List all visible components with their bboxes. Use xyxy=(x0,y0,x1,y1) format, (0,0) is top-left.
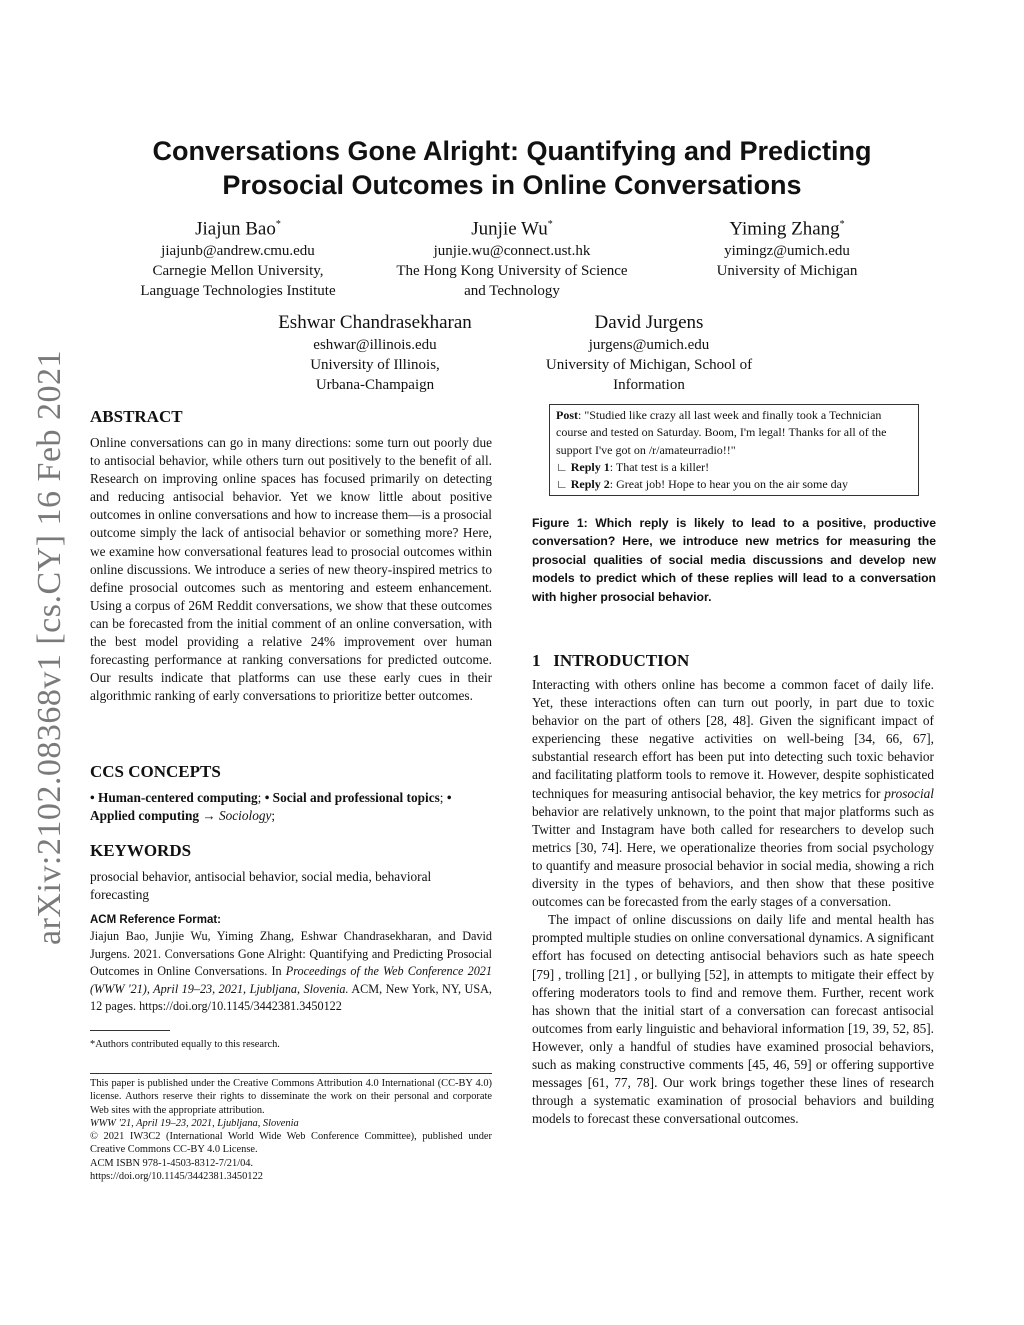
ccs-concept: • Human-centered computing xyxy=(90,790,258,805)
author-affiliation: The Hong Kong University of Science xyxy=(396,263,628,280)
author-affiliation: Urbana-Champaign xyxy=(315,377,435,393)
keywords-section xyxy=(90,840,492,904)
intro-paragraph-1: Interacting with others online has become a common facet of daily life. Yet, these interactions often can turn out poorly, in part due to toxic behavior on the part of others [28, 48]. Given the significant impact of experiencing these negative activities on well-being [34, 66, 67], substantial research effort has been put into detecting such toxic behavior and facilitating platform tools to remove it. However, despite sophisticated techniques for measuring antisocial behavior, the key metrics for prosocial behavior are relatively unknown, to the point that major platforms such as Twitter and Instagram have both called for researchers to develop such metrics [30, 74]. Here, we operationalize theories from social psychology to quantify and measure prosocial behavior in social media, showing a rich diversity in the types of behaviors, and then show that these positive outcomes can be forecasted from the early stages of a conversation. xyxy=(532,677,934,910)
author-affiliation: Language Technologies Institute xyxy=(140,283,336,300)
author-block-3 xyxy=(672,213,902,281)
footnote xyxy=(90,1038,492,1051)
equal-contribution-note: *Authors contributed equally to this research. xyxy=(90,1039,280,1050)
author-block-5 xyxy=(524,311,774,395)
acm-reference-text: Jiajun Bao, Junjie Wu, Yiming Zhang, Eshwar Chandrasekharan, and David Jurgens. 2021. Conversations Gone Alright: Quantifying and Predicting Prosocial Outcomes in Online Conversations. In Proceedings of the Web Conference 2021 (WWW '21), April 19–23, 2021, Ljubljana, Slovenia. ACM, New York, NY, USA, 12 pages. https://doi.org/10.1145/3442381.3450122 xyxy=(90,929,492,1014)
author-affiliation: and Technology xyxy=(464,283,560,300)
paper-title xyxy=(80,134,944,202)
author-name: David Jurgens xyxy=(594,312,704,333)
author-name: Jiajun Bao xyxy=(195,218,276,240)
keywords-text: prosocial behavior, antisocial behavior, social media, behavioral forecasting xyxy=(90,869,432,903)
author-name: Junjie Wu xyxy=(471,218,548,240)
introduction-heading: 1 INTRODUCTION xyxy=(532,651,690,670)
author-affiliation: Information xyxy=(613,377,685,393)
author-email: eshwar@illinois.edu xyxy=(313,337,437,353)
copyright-line: © 2021 IW3C2 (International World Wide Web Conference Committee), published under Creative Commons CC-BY 4.0 License. xyxy=(90,1131,492,1156)
author-email: yimingz@umich.edu xyxy=(724,243,850,260)
author-email: jiajunb@andrew.cmu.edu xyxy=(161,243,315,260)
license-rule xyxy=(90,1073,492,1074)
isbn-line: ACM ISBN 978-1-4503-8312-7/21/04. xyxy=(90,1157,254,1169)
author-block-1 xyxy=(100,213,376,301)
license-text: This paper is published under the Creative Commons Attribution 4.0 International (CC-BY 4.0) license. Authors reserve their rights to disseminate the work on their personal and corporate Web sites with the appropriate attribution. xyxy=(90,1078,492,1116)
ccs-concept: • Social and professional topics xyxy=(264,790,440,805)
author-name: Eshwar Chandrasekharan xyxy=(278,312,472,333)
reply-2: ∟ Reply 2: Great job! Hope to hear you on the air some day xyxy=(556,477,849,492)
doi-line: https://doi.org/10.1145/3442381.3450122 xyxy=(90,1171,263,1183)
author-email: junjie.wu@connect.ust.hk xyxy=(433,243,591,260)
conference-line: WWW '21, April 19–23, 2021, Ljubljana, Slovenia xyxy=(90,1117,299,1129)
author-affiliation: University of Michigan xyxy=(716,263,858,280)
figure-1-example-box xyxy=(549,404,919,496)
license-block xyxy=(90,1077,492,1183)
keywords-heading: KEYWORDS xyxy=(90,841,192,860)
reply-arrow-icon: ∟ xyxy=(556,477,568,492)
author-affiliation: University of Illinois, xyxy=(310,357,440,373)
author-name: Yiming Zhang xyxy=(729,218,840,240)
ccs-subconcept: Sociology xyxy=(218,808,272,824)
reply-arrow-icon: ∟ xyxy=(556,459,568,474)
equal-contribution-mark: * xyxy=(275,219,281,230)
acm-reference-heading: ACM Reference Format: xyxy=(90,914,221,926)
figure-1-caption: Figure 1: Which reply is likely to lead to a positive, productive conversation? Here, we introduce new metrics for measuring the prosocial qualities of social media discussions and develop new models to predict which of these replies will lead to a conversation with higher prosocial behavior. xyxy=(532,516,936,604)
author-email: jurgens@umich.edu xyxy=(588,337,710,353)
abstract-text: Online conversations can go in many directions: some turn out poorly due to antisocial behavior, while others turn out positively to the benefit of all. Research on improving online spaces has focused primarily on detecting and reducing antisocial behavior. Yet we know little about positive outcomes in online conversations and how to increase them—is a prosocial outcome simply the lack of antisocial behavior or something more? Here, we examine how conversational features lead to prosocial outcomes within online discussions. We introduce a series of new theory-inspired metrics to define prosocial outcomes such as mentoring and esteem enhancement. Using a corpus of 26M Reddit conversations, we show that these outcomes can be forecasted from the initial comment of an online conversation, with the best model providing a relative 24% improvement over human forecasting performance at ranking conversations for predicted outcome. Our results indicate that platforms can use these early cues in their algorithmic ranking of early conversations to prioritize better outcomes. xyxy=(90,435,492,704)
title-line-2: Prosocial Outcomes in Online Conversations xyxy=(222,170,802,200)
intro-paragraph-2: The impact of online discussions on daily life and mental health has prompted multiple studies on online conversational dynamics. A significant effort has focused on detecting antisocial behaviors such as hate speech [79] , trolling [21] , or bullying [52], in attempts to mitigate their effect by offering moderators tools to find and remove them. Further, recent work has shown that the initial start of a conversation can forecast antisocial outcomes from early linguistic and behavioral information [19, 39, 52, 85]. However, only a handful of studies have examined prosocial behaviors, such as making constructive comments [45, 46, 59] or offering supportive messages [61, 77, 78]. Our work brings together these lines of research through a systematic examination of prosocial behaviors and building models to forecast these conversational outcomes. xyxy=(532,912,934,1127)
ccs-section xyxy=(90,761,492,825)
author-affiliation: University of Michigan, School of xyxy=(545,357,753,373)
author-affiliation: Carnegie Mellon University, xyxy=(152,263,324,280)
title-line-1: Conversations Gone Alright: Quantifying and Predicting xyxy=(152,136,872,166)
equal-contribution-mark: * xyxy=(547,219,553,230)
author-block-2 xyxy=(372,213,652,301)
ccs-concept: • Applied computing xyxy=(90,790,452,824)
ccs-heading: CCS CONCEPTS xyxy=(90,762,221,781)
footnote-rule xyxy=(90,1030,170,1031)
arxiv-stamp: arXiv:2102.08368v1 [cs.CY] 16 Feb 2021 xyxy=(31,349,68,945)
introduction-section xyxy=(532,650,934,1128)
reply-1: ∟ Reply 1: That test is a killer! xyxy=(556,459,710,474)
equal-contribution-mark: * xyxy=(839,219,845,230)
acm-reference-section xyxy=(90,912,492,1016)
post-text: Post: "Studied like crazy all last week and finally took a Technician course and tested on Saturday. Boom, I'm legal! Thanks for all of the support I've got on /r/amateurradio!!" xyxy=(556,408,887,457)
ccs-text: • Human-centered computing; • Social and professional topics; • Applied computing → Sociology; xyxy=(90,790,452,824)
abstract-heading: ABSTRACT xyxy=(90,407,183,426)
abstract-section xyxy=(90,406,492,705)
author-block-4 xyxy=(255,311,495,395)
